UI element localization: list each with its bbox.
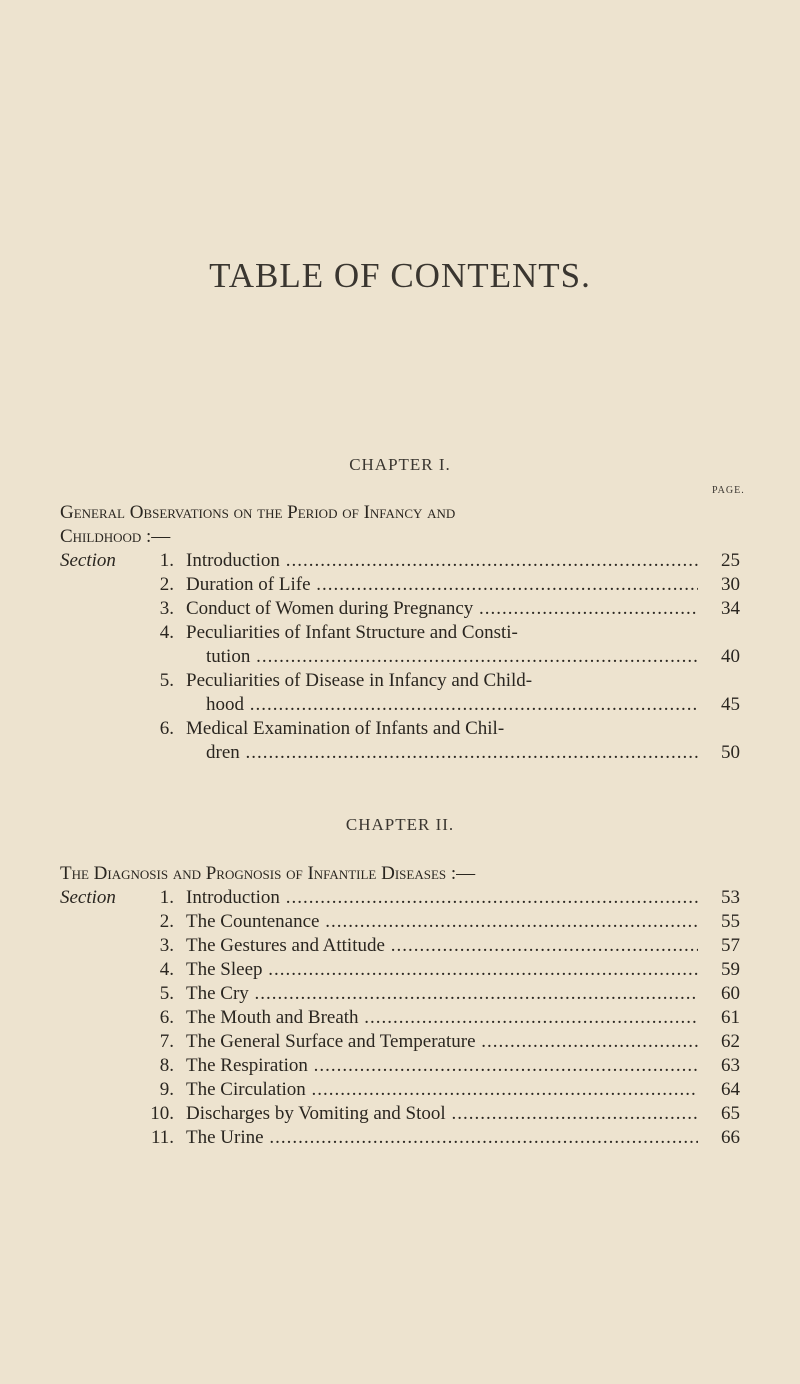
chapter-2-label: CHAPTER II. bbox=[345, 815, 455, 834]
toc-entry bbox=[60, 669, 740, 693]
entry-title: The Circulation ..... bbox=[186, 1078, 698, 1102]
toc-entry bbox=[60, 958, 740, 982]
entry-page: 25 bbox=[721, 550, 740, 571]
entry-title: The Gestures and Attitude ..... bbox=[186, 934, 698, 958]
entry-title: Peculiarities of Disease in Infancy and Child- bbox=[186, 670, 533, 691]
entry-title: Conduct of Women during Pregnancy ..... bbox=[186, 597, 698, 621]
toc-entry bbox=[60, 982, 740, 1006]
entry-page: 64 bbox=[721, 1079, 740, 1100]
entry-page: 60 bbox=[721, 983, 740, 1004]
entry-number: 11. bbox=[150, 1127, 174, 1148]
page-column-label: PAGE. bbox=[712, 485, 745, 496]
entry-number: 6. bbox=[159, 718, 174, 739]
entry-number: 1. bbox=[159, 550, 174, 571]
entry-title: The Cry ..... bbox=[186, 982, 698, 1006]
entry-title-continuation: tution ..... bbox=[206, 645, 698, 669]
entry-page: 57 bbox=[721, 935, 740, 956]
toc-entry-continuation bbox=[60, 741, 740, 765]
entry-number: 10. bbox=[150, 1103, 174, 1124]
toc-entry bbox=[60, 1006, 740, 1030]
toc-entry bbox=[60, 1030, 740, 1054]
entry-page: 61 bbox=[721, 1007, 740, 1028]
toc-entry bbox=[60, 910, 740, 934]
entry-page: 62 bbox=[721, 1031, 740, 1052]
entry-title: The General Surface and Temperature ..... bbox=[186, 1030, 698, 1054]
entry-title-continuation: hood ..... bbox=[206, 693, 698, 717]
entry-number: 1. bbox=[159, 887, 174, 908]
entry-page: 30 bbox=[721, 574, 740, 595]
entry-title: The Respiration ..... bbox=[186, 1054, 698, 1078]
toc-entry bbox=[60, 934, 740, 958]
entry-title: The Urine ..... bbox=[186, 1126, 698, 1150]
entry-number: 6. bbox=[159, 1007, 174, 1028]
toc-entry-continuation bbox=[60, 645, 740, 669]
entry-title-continuation: dren ..... bbox=[206, 741, 698, 765]
page-title: TABLE OF CONTENTS. bbox=[209, 256, 591, 295]
section-label: Section bbox=[60, 550, 116, 571]
entry-title: The Countenance ..... bbox=[186, 910, 698, 934]
section-label: Section bbox=[60, 887, 116, 908]
toc-entry-continuation bbox=[60, 693, 740, 717]
entry-page: 50 bbox=[721, 742, 740, 763]
entry-page: 45 bbox=[721, 694, 740, 715]
entry-page: 65 bbox=[721, 1103, 740, 1124]
toc-entry bbox=[60, 1054, 740, 1078]
entry-page: 34 bbox=[721, 598, 740, 619]
entry-title: The Mouth and Breath ..... bbox=[186, 1006, 698, 1030]
chapter-2-heading: The Diagnosis and Prognosis of Infantile Diseases :— bbox=[60, 863, 476, 884]
entry-page: 66 bbox=[721, 1127, 740, 1148]
toc-entry bbox=[60, 573, 740, 597]
entry-number: 9. bbox=[159, 1079, 174, 1100]
entry-title: Introduction ..... bbox=[186, 549, 698, 573]
entry-page: 63 bbox=[721, 1055, 740, 1076]
toc-entry bbox=[60, 597, 740, 621]
entry-number: 7. bbox=[159, 1031, 174, 1052]
toc-entry bbox=[60, 1126, 740, 1150]
toc-entry bbox=[60, 717, 740, 741]
entry-number: 2. bbox=[159, 911, 174, 932]
entry-page: 40 bbox=[721, 646, 740, 667]
toc-entry bbox=[60, 549, 740, 573]
entry-number: 3. bbox=[159, 598, 174, 619]
entry-title: The Sleep ..... bbox=[186, 958, 698, 982]
entry-page: 59 bbox=[721, 959, 740, 980]
toc-entry bbox=[60, 1078, 740, 1102]
entry-page: 55 bbox=[721, 911, 740, 932]
entry-title: Peculiarities of Infant Structure and Consti- bbox=[186, 622, 518, 643]
entry-number: 5. bbox=[159, 670, 174, 691]
chapter-1-heading-line2: Childhood :— bbox=[60, 526, 171, 547]
entry-number: 5. bbox=[159, 983, 174, 1004]
toc-entry bbox=[60, 886, 740, 910]
entry-number: 4. bbox=[159, 959, 174, 980]
entry-title: Discharges by Vomiting and Stool ..... bbox=[186, 1102, 698, 1126]
chapter-1-heading-line1: General Observations on the Period of Infancy and bbox=[60, 502, 456, 523]
entry-number: 8. bbox=[159, 1055, 174, 1076]
chapter-1-label: CHAPTER I. bbox=[349, 455, 451, 474]
entry-title: Medical Examination of Infants and Chil- bbox=[186, 718, 505, 739]
entry-title: Duration of Life ..... bbox=[186, 573, 698, 597]
entry-page: 53 bbox=[721, 887, 740, 908]
toc-entry bbox=[60, 1102, 740, 1126]
entry-number: 2. bbox=[159, 574, 174, 595]
entry-number: 3. bbox=[159, 935, 174, 956]
entry-number: 4. bbox=[159, 622, 174, 643]
entry-title: Introduction ..... bbox=[186, 886, 698, 910]
toc-entry bbox=[60, 621, 740, 645]
